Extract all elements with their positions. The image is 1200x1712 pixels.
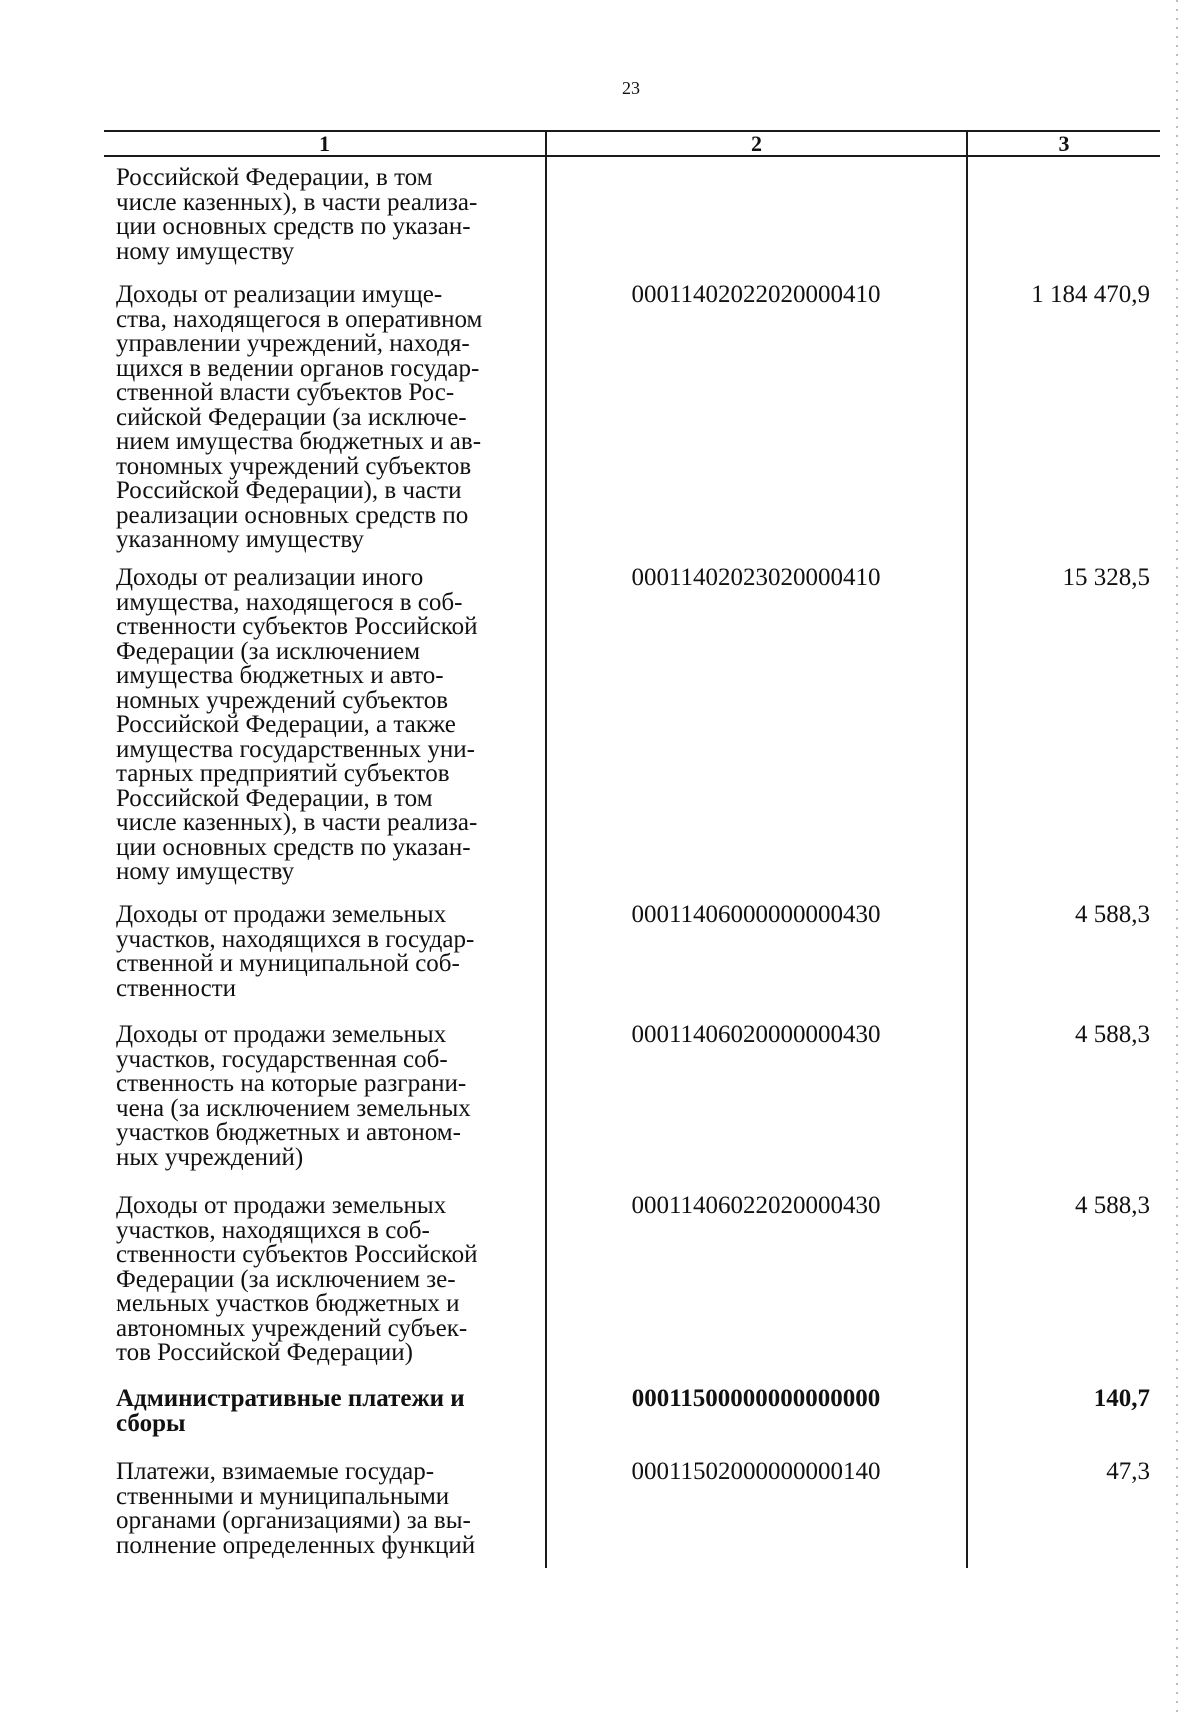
table-row-description: Доходы от реализации имуще- ства, находящегося в оперативном управлении учреждений, находя- щихся в ведении органов государ- ственной власти субъектов Рос- сийской Федерации (за исключе- нием имущества бюджетных и ав- тономных учреждений субъектов Российской Федерации), в части реализации основных средств по указанному имуществу bbox=[116, 281, 483, 553]
scan-edge-artifact bbox=[1176, 0, 1178, 1712]
table-row-code: 00011500000000000000 bbox=[631, 1385, 881, 1412]
column-header-2: 2 bbox=[751, 131, 762, 156]
table-row-amount: 140,7 bbox=[1093, 1385, 1150, 1412]
table-row-amount: 1 184 470,9 bbox=[1031, 281, 1150, 308]
table-row-code: 00011406000000000430 bbox=[631, 901, 881, 928]
table-row-code: 00011406020000000430 bbox=[631, 1021, 881, 1048]
table-row-description: Доходы от продажи земельных участков, государственная соб- ственность на которые разграни- чена (за исключением земельных участков бюджетных и автоном- ных учреждений) bbox=[116, 1021, 471, 1171]
table-row-description: Административные платежи и сборы bbox=[116, 1385, 465, 1437]
table-row-description: Доходы от продажи земельных участков, находящихся в государ- ственной и муниципальной соб- ственности bbox=[116, 901, 475, 1002]
table-row-amount: 4 588,3 bbox=[1075, 1192, 1150, 1219]
column-header-1: 1 bbox=[319, 131, 330, 156]
table-row-code: 00011402023020000410 bbox=[631, 564, 881, 591]
table-row-code: 00011406022020000430 bbox=[631, 1192, 881, 1219]
page-number: 23 bbox=[622, 78, 640, 98]
column-divider-2 bbox=[966, 130, 968, 1568]
table-row-description: Российской Федерации, в том числе казенных), в части реализа- ции основных средств по указан- ному имуществу bbox=[116, 164, 478, 265]
table-row-description: Платежи, взимаемые государ- ственными и муниципальными органами (организациями) за вы- полнение определенных функций bbox=[116, 1458, 476, 1559]
table-row-amount: 4 588,3 bbox=[1075, 1021, 1150, 1048]
table-row-code: 00011502000000000140 bbox=[631, 1458, 881, 1485]
table-row-description: Доходы от продажи земельных участков, находящихся в соб- ственности субъектов Российской Федерации (за исключением зе- мельных участков бюджетных и автономных учреждений субъек- тов Российской Федерации) bbox=[116, 1192, 478, 1366]
table-row-amount: 47,3 bbox=[1106, 1458, 1150, 1485]
table-row-description: Доходы от реализации иного имущества, находящегося в соб- ственности субъектов Российской Федерации (за исключением имущества бюджетных и авто- номных учреждений субъектов Российской Федерации, а также имущества государственных уни- тарных предприятий субъектов Российской Федерации, в том числе казенных), в части реализа- ции основных средств по указан- ному имуществу bbox=[116, 564, 478, 885]
table-row-code: 00011402022020000410 bbox=[631, 281, 881, 308]
table-row-amount: 4 588,3 bbox=[1075, 901, 1150, 928]
table-row-amount: 15 328,5 bbox=[1062, 564, 1150, 591]
column-header-3: 3 bbox=[1058, 131, 1070, 156]
